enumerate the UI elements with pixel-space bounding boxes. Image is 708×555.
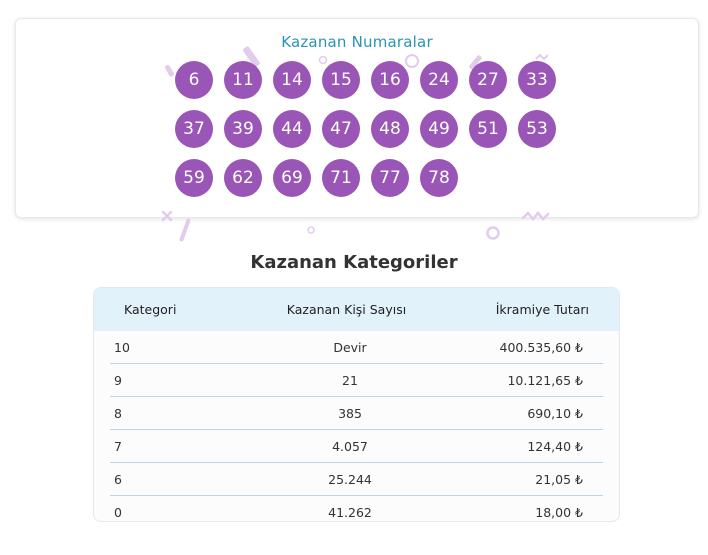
number-ball: 15 <box>322 61 360 99</box>
cell-prize: 400.535,60 ₺ <box>499 340 583 355</box>
categories-table <box>93 287 620 522</box>
winning-numbers-title: Kazanan Numaralar <box>281 33 433 51</box>
header-prize-amount: İkramiye Tutarı <box>495 302 589 317</box>
cell-prize: 18,00 ₺ <box>535 505 583 520</box>
table-row <box>110 397 603 430</box>
header-winner-count: Kazanan Kişi Sayısı <box>286 302 407 317</box>
number-ball: 49 <box>420 110 458 148</box>
number-ball: 62 <box>224 159 262 197</box>
cell-winners: 4.057 <box>332 439 368 454</box>
table-body <box>94 331 619 522</box>
number-ball: 33 <box>518 61 556 99</box>
number-ball: 39 <box>224 110 262 148</box>
number-ball: 47 <box>322 110 360 148</box>
cell-category: 0 <box>114 505 122 520</box>
number-ball: 59 <box>175 159 213 197</box>
number-ball: 53 <box>518 110 556 148</box>
cell-winners: 385 <box>338 406 362 421</box>
number-ball: 51 <box>469 110 507 148</box>
number-ball: 27 <box>469 61 507 99</box>
table-row <box>110 331 603 364</box>
cell-category: 7 <box>114 439 122 454</box>
number-ball: 14 <box>273 61 311 99</box>
number-ball: 6 <box>175 61 213 99</box>
table-row <box>110 364 603 397</box>
number-ball: 69 <box>273 159 311 197</box>
confetti-decoration-bottom <box>0 0 708 260</box>
cell-category: 6 <box>114 472 122 487</box>
cell-winners: Devir <box>333 340 367 355</box>
number-ball: 16 <box>371 61 409 99</box>
number-ball: 71 <box>322 159 360 197</box>
number-ball: 78 <box>420 159 458 197</box>
cell-winners: 41.262 <box>328 505 372 520</box>
cell-prize: 10.121,65 ₺ <box>507 373 583 388</box>
number-ball: 44 <box>273 110 311 148</box>
table-header <box>94 288 619 331</box>
cell-prize: 690,10 ₺ <box>527 406 583 421</box>
cell-prize: 21,05 ₺ <box>535 472 583 487</box>
number-ball: 48 <box>371 110 409 148</box>
table-row <box>110 430 603 463</box>
cell-category: 9 <box>114 373 122 388</box>
number-ball: 24 <box>420 61 458 99</box>
number-ball: 37 <box>175 110 213 148</box>
cell-winners: 25.244 <box>328 472 372 487</box>
header-category: Kategori <box>124 302 177 317</box>
cell-category: 10 <box>114 340 130 355</box>
cell-winners: 21 <box>342 373 358 388</box>
table-row <box>110 496 603 522</box>
table-row <box>110 463 603 496</box>
categories-title: Kazanan Kategoriler <box>250 252 458 273</box>
number-ball: 77 <box>371 159 409 197</box>
cell-category: 8 <box>114 406 122 421</box>
number-ball: 11 <box>224 61 262 99</box>
cell-prize: 124,40 ₺ <box>527 439 583 454</box>
